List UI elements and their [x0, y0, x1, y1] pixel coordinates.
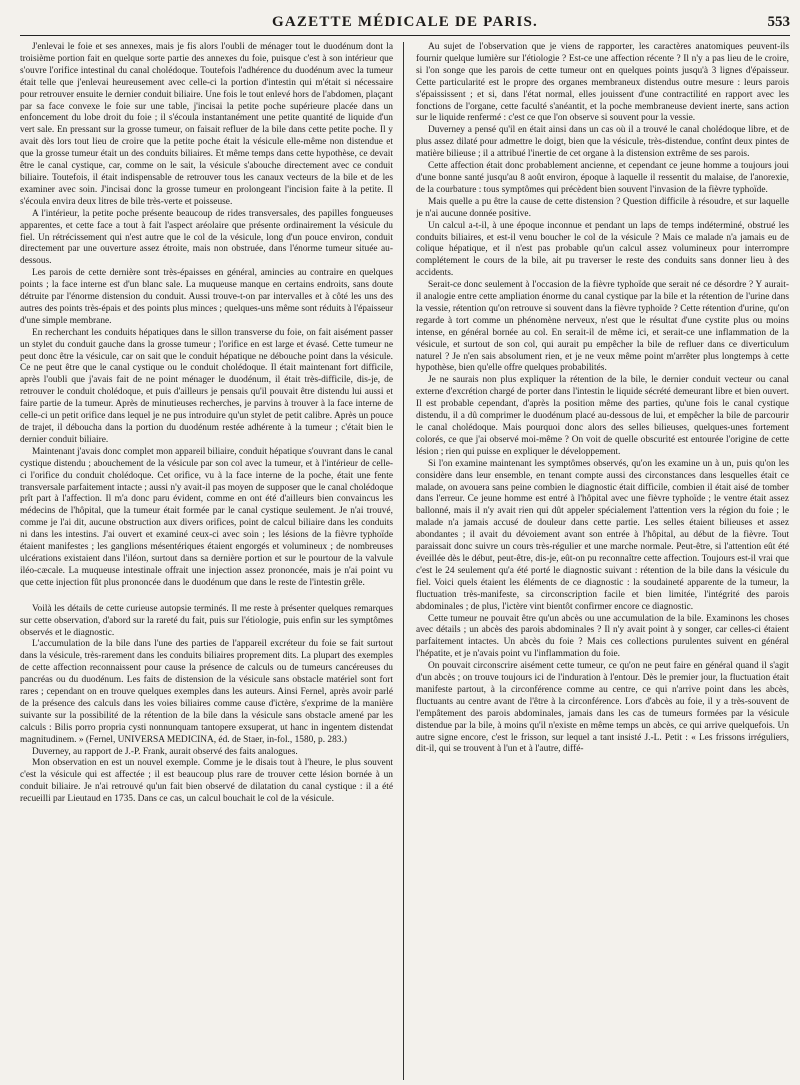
- paragraph: Cette affection était donc probablement ancienne, et cependant ce jeune homme a toujours joui d'une bonne santé jusqu'au 8 août environ, époque à laquelle il ressentit du malaise, de l'anorexie, de la courbature : tous symptômes qui précèdent bien souvent l'invasion de la fièvre typhoïde.: [416, 161, 789, 195]
- column-divider: [403, 42, 404, 1080]
- paragraph: Cette tumeur ne pouvait être qu'un abcès ou une accumulation de la bile. Examinons les choses avec détails ; un abcès des parois abdominales ? Il n'y avait point à y songer, car celles-ci étaient parfaitement intactes. Un abcès du foie ? Mais ces collections purulentes suivent en général l'hépatite, et je n'avais point vu l'inflammation du foie.: [416, 613, 789, 660]
- paragraph: On pouvait circonscrire aisément cette tumeur, ce qu'on ne peut faire en général quand il s'agit d'un abcès ; on trouve toujours ici de l'induration à l'entour. Dès le premier jour, la fluctuation était manifeste partout, à la circonférence comme au centre, ce qui n'arrive point dans les abcès, fluctuants au centre avant de l'être à la circonférence. Lors d'abcès au foie, il y a très-souvent de l'empâtement des parois abdominales, jamais dans les cas de tumeurs formées par la vésicule distendue par la bile, à moins qu'il n'existe en même temps un abcès, ce qui arrive quelquefois. Un autre signe encore, c'est le frisson, sur lequel a tant insisté J.-L. Petit : « Les frissons irréguliers, dit-il, qui se trouvent à l'un et à l'autre, diffé-: [416, 661, 789, 755]
- paragraph: Je ne saurais non plus expliquer la rétention de la bile, le dernier conduit vecteur ou canal externe d'excrétion chargé de porter dans l'intestin le liquide sécrété demeurant libre et bien ouvert. Il est probable cependant, d'après la position même des parties, qu'une fois le canal cystique distendu, il a dû comprimer le duodénum placé au-dessous de lui, et empêcher la bile de parcourir le canal cholédoque. Mais pourquoi donc alors des selles bilieuses, quelques-unes fortement colorés, ce que j'ai observé moi-même ? On voit de quelle obscurité est entourée l'origine de cette lésion ; rien qui puisse en expliquer le développement.: [416, 375, 789, 457]
- paragraph: Mais quelle a pu être la cause de cette distension ? Question difficile à résoudre, et sur laquelle je n'ai aucune donnée positive.: [416, 196, 789, 219]
- paragraph: Si l'on examine maintenant les symptômes observés, qu'on les examine un à un, puis qu'on les considère dans leur ensemble, en tenant compte aussi des circonstances dans lesquelles était ce malade, on avouera sans peine combien le diagnostic était difficile, combien il était aisé de tomber dans l'erreur. Ce jeune homme est entré à l'hôpital avec une fièvre typhoïde ; le ventre était assez ballonné, mais il n'y avait rien qui dût appeler spécialement l'attention vers la région du foie ; le malade n'a jamais accusé de douleur dans cette partie. Les selles étaient bilieuses et assez abondantes ; il avait du dévoiement avant son entrée à l'hôpital, au début de la fièvre. Tout paraissait donc suivre un cours très-régulier et une marche normale. Peut-être, si l'attention eût été éveillée dès le début, peut-être, dis-je, eût-on pu reconnaître cette affection. Toujours est-il vrai que c'est le 24 seulement qu'a été porté le diagnostic suivant : rétention de la bile dans la vésicule du fiel. Voici quels étaient les éléments de ce diagnostic : la soudaineté apparente de la tumeur, la fluctuation très-manifeste, sa circonscription facile et bien limitée, l'intégrité des parois abdominales ; de plus, l'ictère vint bientôt confirmer encore ce diagnostic.: [416, 458, 789, 612]
- paragraph: Un calcul a-t-il, à une époque inconnue et pendant un laps de temps indéterminé, obstrué les conduits biliaires, et est-il venu boucher le col de la vésicule ? Mais ce malade n'a jamais eu de colique hépatique, et il n'est pas probable qu'un calcul assez volumineux pour interrompre complétement le cours de la bile, ait pu traverser le reste des conduits sans donner lieu à des accidents.: [416, 220, 789, 279]
- left-column: [20, 42, 393, 1080]
- paragraph: Au sujet de l'observation que je viens de rapporter, les caractères anatomiques peuvent-ils fournir quelque lumière sur l'étiologie ? Est-ce une affection récente ? Il n'y a pas lieu de le croire, si l'on songe que les parois de cette tumeur ont en quelques points jusqu'à 3 lignes d'épaisseur. Cette particularité est le propre des organes membraneux distendus outre mesure : leurs parois s'épaississent ; et si, dans l'état normal, elles jouissent d'une contractilité en rapport avec les fonctions de l'organe, cette faculté s'anéantit, et la poche membraneuse devient inerte, sans action sur le liquide renfermé : c'est ce que l'on observe si souvent pour la vessie.: [416, 42, 789, 124]
- paragraph: Serait-ce donc seulement à l'occasion de la fièvre typhoïde que serait né ce désordre ? Y aurait-il analogie entre cette ampliation énorme du canal cystique par la bile et la rétention de l'urine dans la vessie, rétention qu'on retrouve si souvent dans la fièvre typhoïde ? Cette rétention d'urine, qu'on regarde à tort comme un phénomène nerveux, n'est que le résultat d'une cystite plus ou moins intense, en général bornée au col. En serait-il de même ici, et serait-ce une inflammation de la vésicule, et surtout de son col, qui aurait pu empêcher la bile de refluer dans ce diverticulum naturel ? Je n'en sais absolument rien, et je ne veux même point m'arrêter plus longtemps à cette hypothèse, bien qu'elle offre quelques probabilités.: [416, 280, 789, 374]
- paragraph: Maintenant j'avais donc complet mon appareil biliaire, conduit hépatique s'ouvrant dans le canal cystique distendu ; abouchement de la vésicule par son col avec la tumeur, et à l'intérieur de celle-ci l'orifice du conduit cholédoque. Cet orifice, vu à la face interne de la poche, était une fente transversale parfaitement intacte ; aussi n'y avait-il pas moyen de supposer que le canal cholédoque prît part à l'affection. Il m'a donc paru évident, comme en ont été d'ailleurs bien convaincus les médecins de l'hôpital, que la tumeur était formée par le canal cystique seulement. Je n'ai trouvé, comme je l'ai dit, aucune obstruction aux divers orifices, point de calcul biliaire dans les conduits ni dans les intestins. J'ai ouvert et examiné ceux-ci avec soin ; les lésions de la fièvre typhoïde étaient manifestes ; les ganglions mésentériques étaient engorgés et volumineux ; de nombreuses ulcérations existaient dans l'iléon, surtout dans sa dernière portion et sur le pourtour de la valvule iléo-cæcale. La muqueuse intestinale offrait une injection assez prononcée, mais je n'ai point vu que cette injection fût plus prononcée dans le duodénum que dans le reste de l'intestin grêle.: [20, 446, 393, 588]
- paragraph: Les parois de cette dernière sont très-épaisses en général, amincies au contraire en quelques points ; la face interne est d'un blanc sale. La muqueuse manque en certains endroits, sans doute détruite par l'énorme distension du conduit. Aussi trouve-t-on par intervalles et à côté les uns des autres des points très-épais et des points plus minces ; quelques-uns même sont réduits à l'épaisseur d'une simple membrane.: [20, 268, 393, 326]
- paragraph: J'enlevai le foie et ses annexes, mais je fis alors l'oubli de ménager tout le duodénum dont la troisième portion fait en quelque sorte partie des annexes du foie, puisque c'est à son intérieur que s'ouvre l'orifice intestinal du canal cholédoque. Toutefois l'adhérence du duodénum avec la tumeur était telle que j'enlevai heureusement avec celle-ci la portion d'intestin qui m'était si nécessaire pour retrouver ensuite le dernier conduit biliaire. Une fois le tout enlevé hors de l'abdomen, plaçant par sa face convexe le foie sur une table, j'incisai la petite poche supérieure placée dans un enfoncement du lobe droit du foie ; il s'écoula instantanément une petite quantité de liquide d'un vert sale. En pressant sur la grosse tumeur, on faisait refluer de la bile dans cette petite poche. Il y avait dès lors tout lieu de croire que la petite poche était la vésicule elle-même non distendue et que la grosse tumeur était un des conduits biliaires. Et même temps dans cette hypothèse, ce devait être le canal cystique, car, comme on le sait, la vésicule s'abouche directement avec ce conduit biliaire. Toutefois, il était indispensable de retrouver tous les canaux vecteurs de la bile et de les examiner avec soin. J'incisai donc la grosse tumeur en prolongeant l'incision faite à la petite. Il s'écoula envira deux litres de bile très-verte et poisseuse.: [20, 42, 393, 207]
- paragraph: Duverney a pensé qu'il en était ainsi dans un cas où il a trouvé le canal cholédoque libre, et de plus assez dilaté pour admettre le doigt, bien que la vésicule, très-distendue, contînt deux pintes de matière bilieuse ; il a attribué l'inertie de cet organe à la distension extrême de ses parois.: [416, 125, 789, 160]
- header-rule: [20, 35, 790, 36]
- right-column: [416, 42, 789, 1080]
- paragraph: A l'intérieur, la petite poche présente beaucoup de rides transversales, des papilles fongueuses apparentes, et cette face a tout à fait l'aspect aréolaire que présente ordinairement la vésicule du fiel. Un rétrécissement qui n'est autre que le col de la vésicule, long d'un pouce environ, conduit directement par une ouverture assez étroite, mais non obstruée, dans l'énorme tumeur située au-dessous.: [20, 208, 393, 267]
- paragraph: Mon observation en est un nouvel exemple. Comme je le disais tout à l'heure, le plus souvent c'est la vésicule qui est affectée ; il est beaucoup plus rare de trouver cette lésion bornée à un conduit biliaire. Je n'ai retrouvé qu'un fait bien observé de dilatation du canal cystique : il a été recueilli par Lieutaud en 1735. Dans ce cas, un calcul bouchait le col de la vésicule.: [20, 758, 393, 805]
- journal-title: GAZETTE MÉDICALE DE PARIS.: [272, 14, 538, 30]
- paragraph: En recherchant les conduits hépatiques dans le sillon transverse du foie, on fait aisément passer un stylet du conduit gauche dans la grosse tumeur ; l'orifice en est large et évasé. Cette tumeur ne peut donc être la vésicule, car on sait que le conduit hépatique ne débouche point dans la vésicule. Ce ne peut être que le canal cystique ou le conduit cholédoque. Il était maintenant fort difficile, après l'oubli que j'avais fait de ne point ménager le duodénum, il était très-difficile, dis-je, de retrouver le conduit cholédoque, et puis d'ailleurs je pensais qu'il pouvait être distendu lui aussi et faire partie de la tumeur. Après de minutieuses recherches, je parvins à trouver à la face interne de celle-ci un petit orifice dans lequel je ne pus introduire qu'un stylet de petit calibre. Après un pouce de trajet, il déboucha dans la portion du duodénum restée adhérente à la tumeur ; c'était bien le dernier conduit biliaire.: [20, 327, 393, 445]
- paragraph: Duverney, au rapport de J.-P. Frank, aurait observé des faits analogues.: [32, 746, 298, 757]
- paragraph: Voilà les détails de cette curieuse autopsie terminés. Il me reste à présenter quelques remarques sur cette observation, d'abord sur la rareté du fait, puis sur l'étiologie, puis enfin sur les symptômes observés et le diagnostic.: [20, 603, 393, 638]
- page-number: 553: [767, 14, 790, 30]
- paragraph: L'accumulation de la bile dans l'une des parties de l'appareil excréteur du foie se fait surtout dans la vésicule, très-rarement dans les conduits biliaires proprement dits. La plupart des exemples de cette affection reconnaissent pour cause la présence de calculs ou de tumeurs cancéreuses du pancréas ou du duodénum. Les faits de distension de la vésicule sans obstacle matériel sont fort rares ; cependant on en trouve quelques exemples dans les auteurs. Ainsi Fernel, après avoir parlé de la présence des calculs dans les voies biliaires comme cause d'ictère, s'exprime de la manière suivante sur la possibilité de la rétention de la bile dans la vésicule sans obstacle amené par les calculs : Bilis porro propria cysti nonnunquam tantopere exsuperat, ut hanc in ingentem distendat magnitudinem. » (Fernel, UNIVERSA MEDICINA, éd. de Staer, in-fol., 1580, p. 283.): [20, 639, 393, 745]
